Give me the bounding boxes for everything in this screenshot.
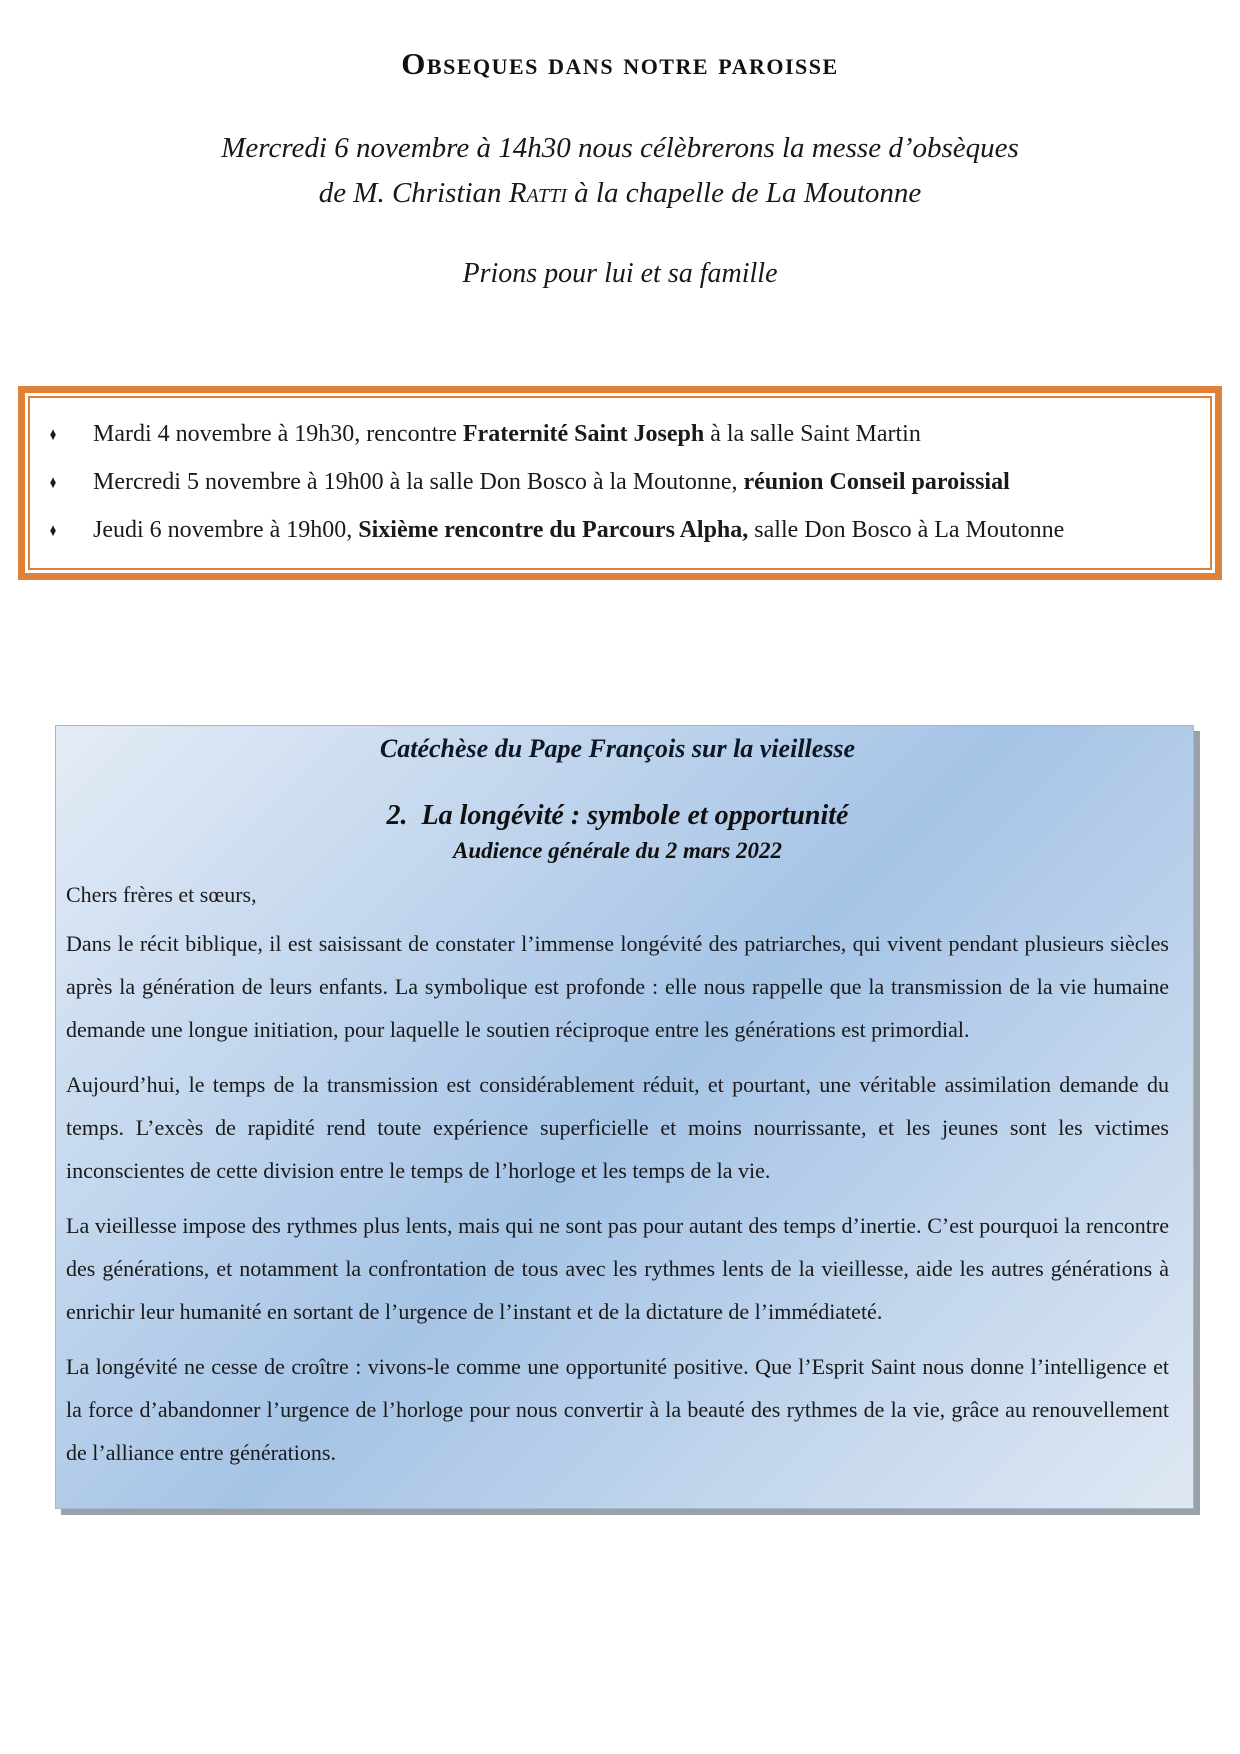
agenda-box	[18, 386, 1222, 580]
agenda-3-seg-2: Sixième rencontre du Parcours Alpha,	[358, 516, 749, 543]
catechesis-salutation: Chers frères et sœurs,	[66, 881, 257, 907]
agenda-item	[38, 510, 1192, 550]
agenda-1-seg-2: Fraternité Saint Joseph	[462, 420, 705, 447]
diamond-bullet-icon: ♦	[49, 519, 57, 540]
agenda-item-text	[93, 414, 921, 454]
diamond-bullet-icon: ♦	[49, 423, 57, 444]
catechesis-subtitle-text: La longévité : symbole et opportunité	[421, 799, 849, 831]
agenda-box-inner	[28, 396, 1212, 570]
agenda-item-text	[93, 462, 1010, 502]
catechesis-box	[55, 725, 1194, 1509]
agenda-3-seg-1: Jeudi 6 novembre à 19h00,	[93, 516, 359, 543]
agenda-2-seg-1: Mercredi 5 novembre à 19h00 à la salle Don Bosco à la Moutonne,	[93, 468, 744, 495]
funeral-line2-pre: de M. Christian	[318, 176, 509, 209]
funeral-announcement	[0, 126, 1240, 216]
page-title: Obseques dans notre paroisse	[401, 46, 839, 81]
catechesis-subtitle	[66, 800, 1169, 832]
agenda-item	[38, 414, 1192, 454]
funeral-line2-post: à la chapelle de La Moutonne	[566, 176, 922, 209]
agenda-1-seg-1: Mardi 4 novembre à 19h30, rencontre	[93, 420, 463, 447]
catechesis-paragraph: La longévité ne cesse de croître : vivons-le comme une opportunité positive. Que l’Esprit Saint nous donne l’intelligence et la force d’abandonner l’urgence de l’horloge pour nous convertir à la beauté des rythmes de la vie, grâce au renouvellement de l’alliance entre générations.	[66, 1353, 1169, 1465]
prayer-line: Prions pour lui et sa famille	[462, 257, 778, 289]
funeral-announcement-line1: Mercredi 6 novembre à 14h30 nous célèbrerons la messe d’obsèques	[221, 132, 1019, 164]
deceased-name: Ratti	[508, 176, 567, 209]
catechesis-audience-line: Audience générale du 2 mars 2022	[452, 837, 783, 863]
catechesis-header: Catéchèse du Pape François sur la vieillesse	[379, 733, 856, 763]
funeral-announcement-line2	[0, 171, 1240, 216]
agenda-1-seg-3: à la salle Saint Martin	[704, 420, 921, 447]
agenda-item	[38, 462, 1192, 502]
diamond-bullet-icon: ♦	[49, 471, 57, 492]
agenda-2-seg-2: réunion Conseil paroissial	[743, 468, 1010, 495]
catechesis-paragraph: La vieillesse impose des rythmes plus lents, mais qui ne sont pas pour autant des temps d’inertie. C’est pourquoi la rencontre des générations, et notamment la confrontation de tous avec les rythmes lents de la vieillesse, aide les autres générations à enrichir leur humanité en sortant de l’urgence de l’instant et de la dictature de l’immédiateté.	[66, 1212, 1169, 1324]
catechesis-paragraph: Aujourd’hui, le temps de la transmission est considérablement réduit, et pourtant, une véritable assimilation demande du temps. L’excès de rapidité rend toute expérience superficielle et moins nourrissante, et les jeunes sont les victimes inconscientes de cette division entre le temps de l’horloge et les temps de la vie.	[66, 1071, 1169, 1183]
catechesis-paragraph: Dans le récit biblique, il est saisissant de constater l’immense longévité des patriarches, qui vivent pendant plusieurs siècles après la génération de leurs enfants. La symbolique est profonde : elle nous rappelle que la transmission de la vie humaine demande une longue initiation, pour laquelle le soutien réciproque entre les générations est primordial.	[66, 930, 1169, 1042]
agenda-3-seg-3: salle Don Bosco à La Moutonne	[748, 516, 1065, 543]
agenda-item-text	[93, 510, 1064, 550]
catechesis-number: 2.	[386, 799, 408, 831]
